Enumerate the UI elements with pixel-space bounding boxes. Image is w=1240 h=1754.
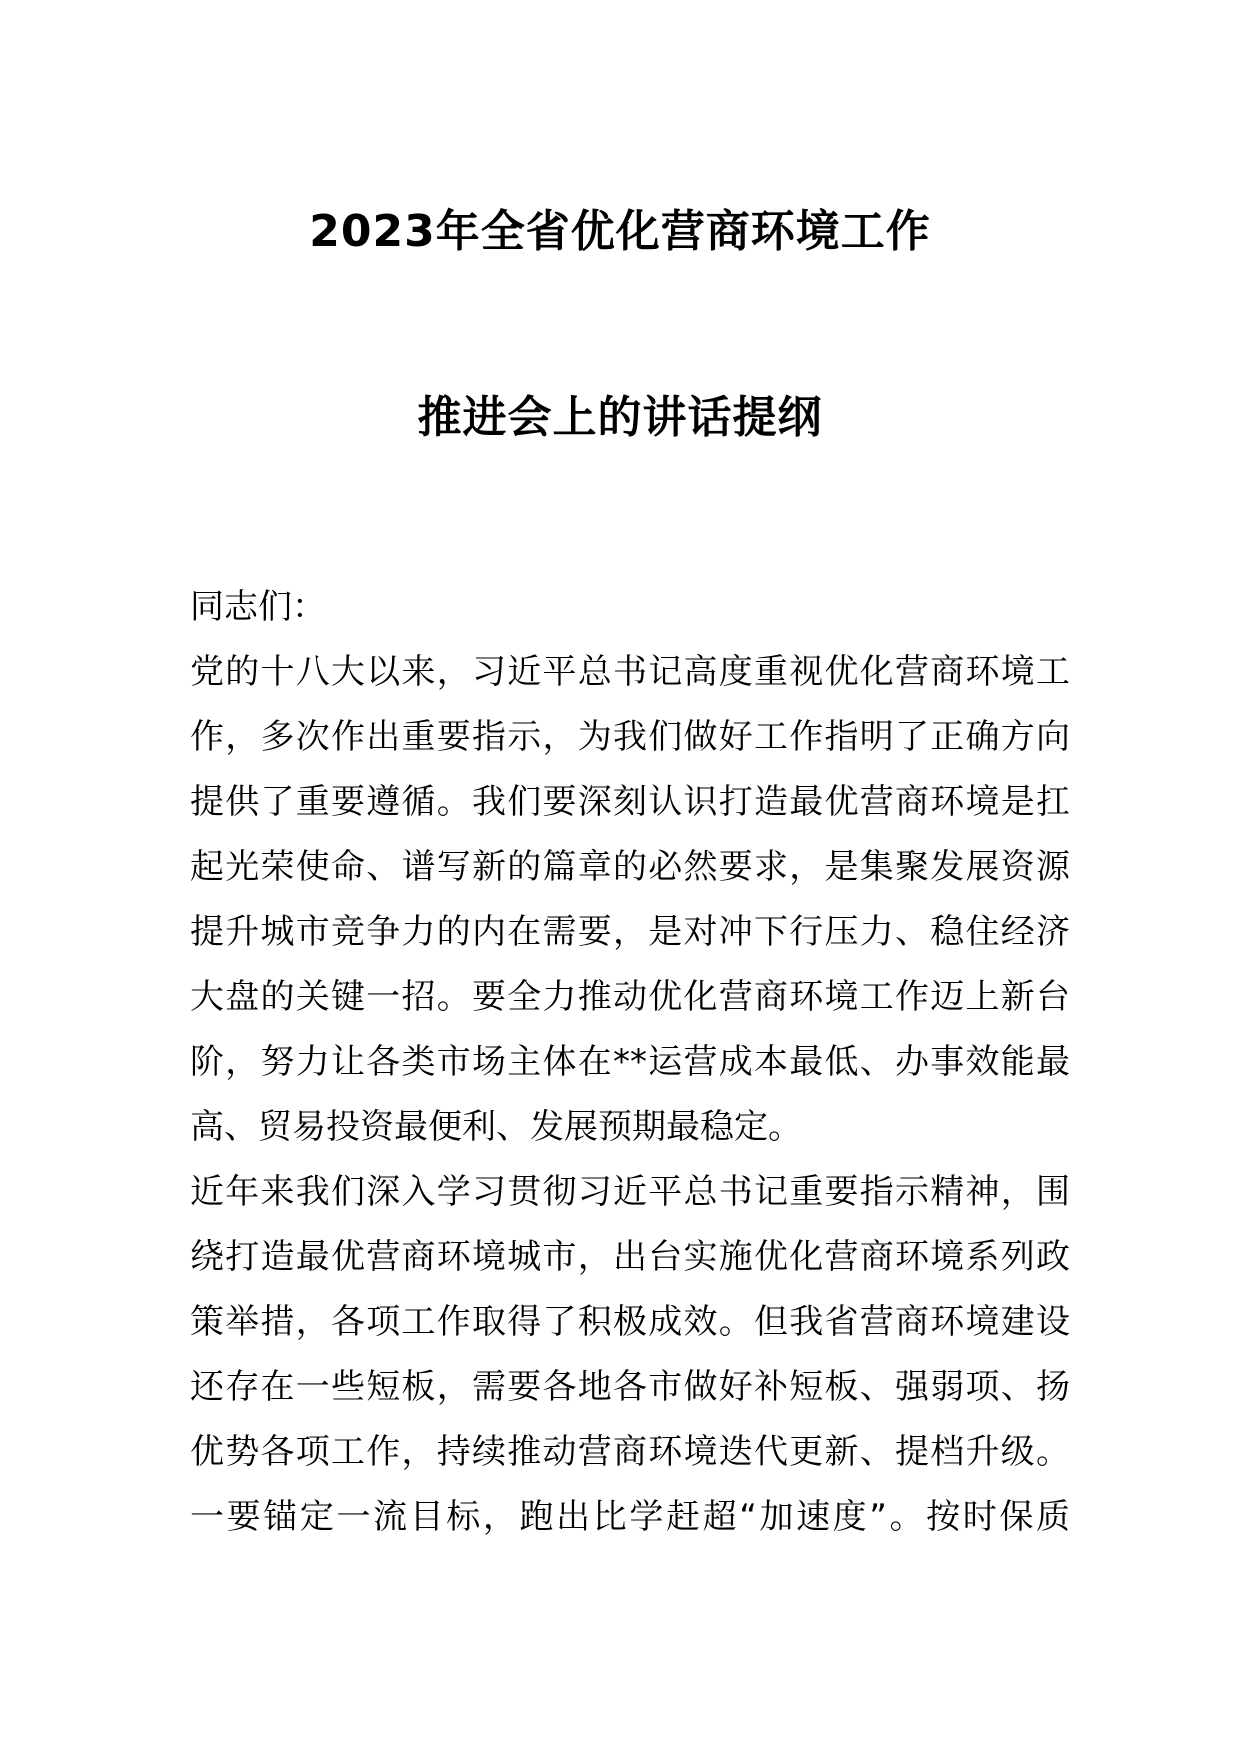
text-line: 策举措，各项工作取得了积极成效。但我省营商环境建设 <box>190 1302 1070 1342</box>
text-line: 高、贸易投资最便利、发展预期最稳定。 <box>190 1107 802 1147</box>
document-title-line-2: 推进会上的讲话提纲 <box>417 392 823 443</box>
text-line: 绕打造最优营商环境城市，出台实施优化营商环境系列政 <box>190 1237 1070 1277</box>
text-line: 提升城市竞争力的内在需要，是对冲下行压力、稳住经济 <box>190 912 1070 952</box>
text-line: 优势各项工作，持续推动营商环境迭代更新、提档升级。 <box>190 1432 1070 1472</box>
text-line: 大盘的关键一招。要全力推动优化营商环境工作迈上新台 <box>190 977 1070 1017</box>
text-line: 阶，努力让各类市场主体在**运营成本最低、办事效能最 <box>190 1042 1070 1082</box>
document-body <box>190 575 1070 1550</box>
text-line: 提供了重要遵循。我们要深刻认识打造最优营商环境是扛 <box>190 782 1070 822</box>
text-line: 还存在一些短板，需要各地各市做好补短板、强弱项、扬 <box>190 1367 1070 1407</box>
text-line: 一要锚定一流目标，跑出比学赶超“加速度”。按时保质 <box>190 1497 1070 1537</box>
salutation: 同志们： <box>190 587 326 627</box>
text-line: 作，多次作出重要指示，为我们做好工作指明了正确方向 <box>190 717 1070 757</box>
text-line: 近年来我们深入学习贯彻习近平总书记重要指示精神，围 <box>190 1172 1070 1212</box>
text-line: 党的十八大以来，习近平总书记高度重视优化营商环境工 <box>190 652 1070 692</box>
text-line: 起光荣使命、谱写新的篇章的必然要求，是集聚发展资源 <box>190 847 1070 887</box>
document-title-line-1: 2023年全省优化营商环境工作 <box>309 206 931 257</box>
